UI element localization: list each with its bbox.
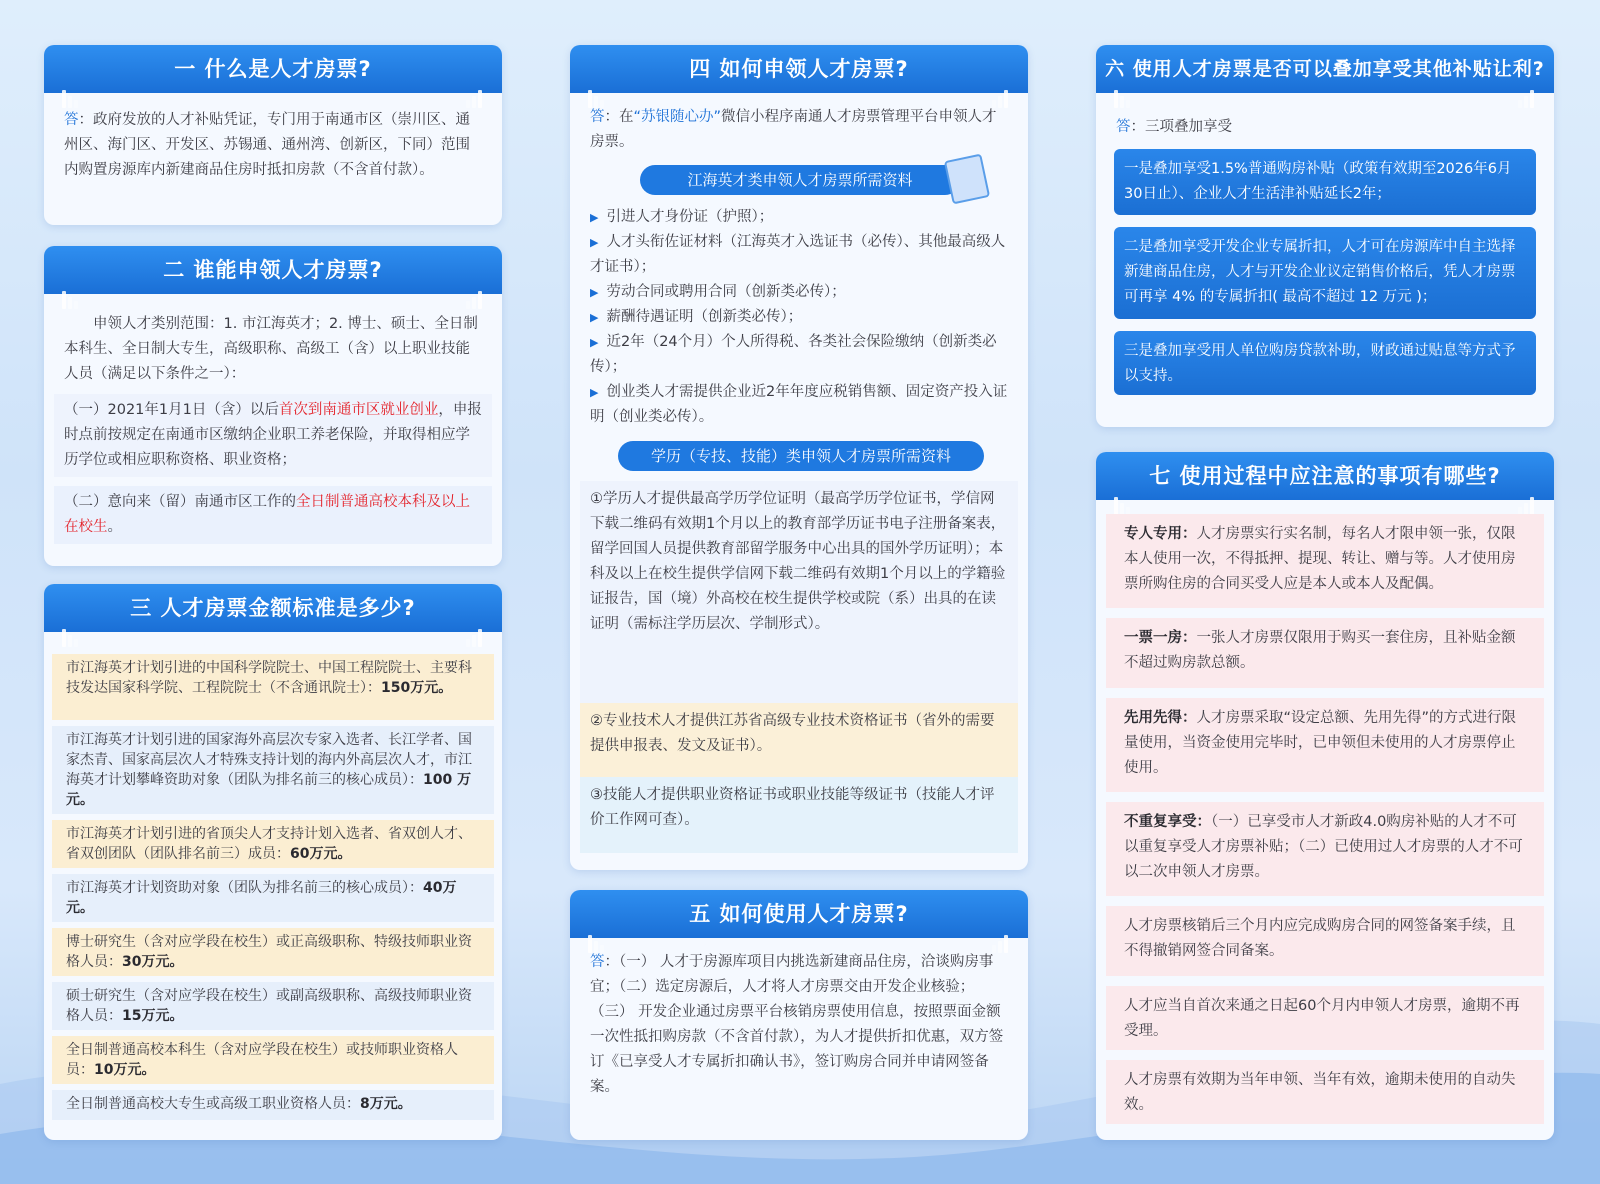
bars-icon <box>586 60 608 78</box>
section-4-answer: 答：在“苏银随心办”微信小程序南通人才房票管理平台申领人才房票。 <box>590 109 997 150</box>
condition-2: （二）意向来（留）南通市区工作的全日制普通高校本科及以上在校生。 <box>54 486 492 544</box>
bars-icon <box>990 905 1012 923</box>
notice-item: 人才应当自首次来通之日起60个月内申领人才房票，逾期不再受理。 <box>1106 986 1544 1050</box>
required-docs-list <box>590 205 1014 430</box>
list-item: ▶ 引进人才身份证（护照）； <box>590 205 1014 230</box>
bars-icon <box>1516 60 1538 78</box>
notice-item: 先用先得：人才房票采取“设定总额、先用先得”的方式进行限量使用，当资金使用完毕时，已申领但未使用的人才房票停止使用。 <box>1106 698 1544 792</box>
bars-icon <box>60 599 82 617</box>
bars-icon <box>1516 467 1538 485</box>
education-doc-1: ①学历人才提供最高学历学位证明（最高学历学位证书，学信网下载二维码有效期1个月以上的教育部学历证书电子注册备案表，留学回国人员提供教育部留学服务中心出具的国外学历证明）；本科及以上在校生提供学信网下载二维码有效期1个月以上的学籍验证报告，国（境）外高校在校生提供学校或院（系）出具的在读证明（需标注学历层次、学制形式）。 <box>580 481 1018 703</box>
list-item: ▶ 近2年（24个月）个人所得税、各类社会保险缴纳（创新类必传）； <box>590 330 1014 380</box>
list-item: ▶ 人才头衔佐证材料（江海英才入选证书（必传）、其他最高级人才证书）； <box>590 230 1014 280</box>
section-6-header <box>1096 45 1554 93</box>
section-2-intro: 申领人才类别范围：1. 市江海英才；2. 博士、硕士、全日制本科生、全日制大专生，高级职称、高级工（含）以上职业技能人员（满足以下条件之一）： <box>64 316 478 382</box>
section-6-card <box>1096 45 1554 427</box>
list-item: ▶ 薪酬待遇证明（创新类必传）； <box>590 305 1014 330</box>
section-3-header <box>44 584 502 632</box>
document-icon <box>944 154 990 205</box>
section-6-answer: 答：三项叠加享受 <box>1116 119 1232 135</box>
notice-item: 人才房票有效期为当年申领、当年有效，逾期未使用的自动失效。 <box>1106 1060 1544 1124</box>
notice-item: 人才房票核销后三个月内应完成购房合同的网签备案手续，且不得撤销网签合同备案。 <box>1106 906 1544 976</box>
amount-row: 全日制普通高校本科生（含对应学段在校生）或技师职业资格人员：10万元。 <box>52 1036 494 1084</box>
list-item: ▶ 创业类人才需提供企业近2年年度应税销售额、固定资产投入证明（创业类必传）。 <box>590 380 1014 430</box>
bars-icon <box>464 599 486 617</box>
benefit-box-1: 一是叠加享受1.5%普通购房补贴（政策有效期至2026年6月30日止）、企业人才生活津补贴延长2年； <box>1114 149 1536 215</box>
section-7-card <box>1096 452 1554 1140</box>
answer-label: 答 <box>64 112 79 128</box>
answer-text: ：政府发放的人才补贴凭证，专门用于南通市区（崇川区、通州区、海门区、开发区、苏锡通、通州湾、创新区，下同）范围内购置房源库内新建商品住房时抵扣房款（不含首付款）。 <box>64 112 470 178</box>
amount-row: 市江海英才计划引进的省顶尖人才支持计划入选者、省双创人才、省双创团队（团队排名前三）成员：60万元。 <box>52 820 494 868</box>
amount-row: 全日制普通高校大专生或高级工职业资格人员：8万元。 <box>52 1090 494 1120</box>
category-pill-talent: 江海英才类申领人才房票所需资料 <box>640 165 960 195</box>
bars-icon <box>464 261 486 279</box>
list-item: ▶ 劳动合同或聘用合同（创新类必传）； <box>590 280 1014 305</box>
section-4-title: 四 如何申领人才房票? <box>689 57 909 81</box>
section-3-title: 三 人才房票金额标准是多少? <box>130 596 416 620</box>
section-6-title: 六 使用人才房票是否可以叠加享受其他补贴让利? <box>1105 58 1545 80</box>
amount-row: 市江海英才计划资助对象（团队为排名前三的核心成员）：40万元。 <box>52 874 494 922</box>
amount-row: 硕士研究生（含对应学段在校生）或副高级职称、高级技师职业资格人员：15万元。 <box>52 982 494 1030</box>
section-2-card <box>44 246 502 566</box>
condition-1: （一）2021年1月1日（含）以后首次到南通市区就业创业，申报时点前按规定在南通市区缴纳企业职工养老保险，并取得相应学历学位或相应职称资格、职业资格； <box>54 394 492 477</box>
section-4-card <box>570 45 1028 870</box>
benefit-box-2: 二是叠加享受开发企业专属折扣，人才可在房源库中自主选择新建商品住房，人才与开发企业议定销售价格后，凭人才房票可再享 4% 的专属折扣( 最高不超过 12 万元 )； <box>1114 227 1536 319</box>
bars-icon <box>60 261 82 279</box>
section-7-title: 七 使用过程中应注意的事项有哪些? <box>1149 464 1501 488</box>
bars-icon <box>990 60 1012 78</box>
amount-row: 博士研究生（含对应学段在校生）或正高级职称、特级技师职业资格人员：30万元。 <box>52 928 494 976</box>
benefit-box-3: 三是叠加享受用人单位购房贷款补助，财政通过贴息等方式予以支持。 <box>1114 331 1536 395</box>
bars-icon <box>464 60 486 78</box>
bars-icon <box>586 905 608 923</box>
bars-icon <box>1112 467 1134 485</box>
amount-row: 市江海英才计划引进的中国科学院院士、中国工程院院士、主要科技发达国家科学院、工程院院士（不含通讯院士）：150万元。 <box>52 654 494 720</box>
bars-icon <box>60 60 82 78</box>
section-4-header <box>570 45 1028 93</box>
education-doc-2: ②专业技术人才提供江苏省高级专业技术资格证书（省外的需要提供申报表、发文及证书）。 <box>580 703 1018 777</box>
section-7-header <box>1096 452 1554 500</box>
section-1-title: 一 什么是人才房票? <box>174 57 372 81</box>
section-2-title: 二 谁能申领人才房票? <box>163 258 383 282</box>
section-5-title: 五 如何使用人才房票? <box>689 902 909 926</box>
education-doc-3: ③技能人才提供职业资格证书或职业技能等级证书（技能人才评价工作网可查）。 <box>580 777 1018 853</box>
section-5-card <box>570 890 1028 1140</box>
notice-item: 一票一房：一张人才房票仅限用于购买一套住房，且补贴金额不超过购房款总额。 <box>1106 618 1544 688</box>
section-1-body <box>64 108 484 183</box>
section-2-header <box>44 246 502 294</box>
section-3-card <box>44 584 502 1140</box>
category-pill-education: 学历（专技、技能）类申领人才房票所需资料 <box>618 441 984 471</box>
section-1-header <box>44 45 502 93</box>
notice-item: 专人专用：人才房票实行实名制，每名人才限申领一张，仅限本人使用一次，不得抵押、提现、转让、赠与等。人才使用房票所购住房的合同买受人应是本人或本人及配偶。 <box>1106 514 1544 608</box>
section-5-header <box>570 890 1028 938</box>
amount-row: 市江海英才计划引进的国家海外高层次专家入选者、长江学者、国家杰青、国家高层次人才特殊支持计划的海内外高层次人才，市江海英才计划攀峰资助对象（团队为排名前三的核心成员）：100 万元。 <box>52 726 494 814</box>
bars-icon <box>1112 60 1134 78</box>
section-1-card <box>44 45 502 225</box>
section-5-body: 答：（一） 人才于房源库项目内挑选新建商品住房，洽谈购房事宜；（二）选定房源后，人才将人才房票交由开发企业核验；（三） 开发企业通过房票平台核销房票使用信息，按照票面金额一次性抵扣购房款（不含首付款），为人才提供折扣优惠，双方签订《已享受人才专属折扣确认书》，签订购房合同并申请网签备案。 <box>590 954 1004 1095</box>
notice-item: 不重复享受：（一）已享受市人才新政4.0购房补贴的人才不可以重复享受人才房票补贴；（二）已使用过人才房票的人才不可以二次申领人才房票。 <box>1106 802 1544 896</box>
